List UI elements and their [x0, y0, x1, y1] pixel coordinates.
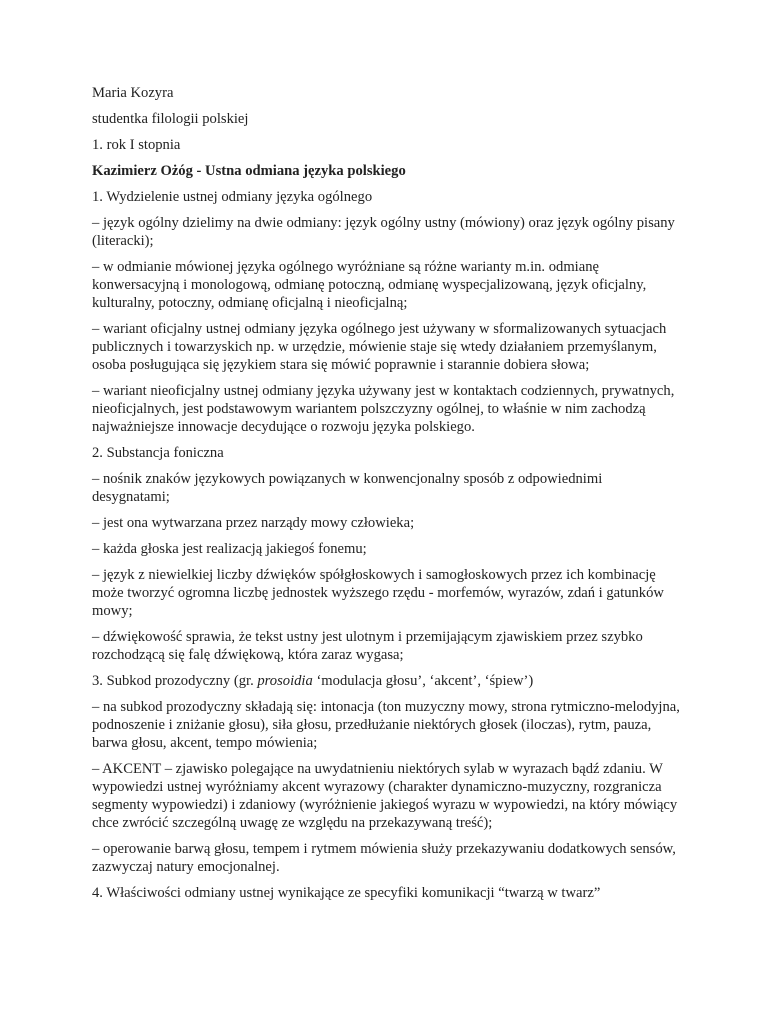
- section-1-paragraph-4: – wariant nieoficjalny ustnej odmiany języka używany jest w kontaktach codziennych, prywatnych, nieoficjalnych, jest podstawowym wariantem polszczyzny ogólnej, to właśnie w nim zachodzą najważniejsze innowacje decydujące o rozwoju języka polskiego.: [92, 383, 675, 435]
- section-3-heading-term: prosoidia: [257, 673, 313, 689]
- section-3-heading-prefix: 3. Subkod prozodyczny (gr.: [92, 673, 258, 689]
- section-1-paragraph-3: – wariant oficjalny ustnej odmiany języka ogólnego jest używany w sformalizowanych sytuacjach publicznych i towarzyskich np. w urzędzie, mówienie staje się wtedy działaniem przemyślanym, osoba posługująca się językiem stara się mówić poprawnie i starannie dobiera słowa;: [92, 321, 667, 373]
- section-1-paragraph-2: – w odmianie mówionej języka ogólnego wyróżniane są różne warianty m.in. odmianę konwersacyjną i monologową, odmianę potoczną, odmianę wyspecjalizowaną, język oficjalny, kulturalny, potoczny, odmianę oficjalną i nieoficjalną;: [92, 259, 647, 311]
- author-name: Maria Kozyra: [92, 85, 174, 101]
- section-2-paragraph-2: – jest ona wytwarzana przez narządy mowy człowieka;: [92, 515, 415, 531]
- section-4-heading: 4. Właściwości odmiany ustnej wynikające ze specyfiki komunikacji “twarzą w twarz”: [92, 885, 601, 901]
- section-2-paragraph-5: – dźwiękowość sprawia, że tekst ustny jest ulotnym i przemijającym zjawiskiem przez szybko rozchodzącą się falę dźwiękową, która zaraz wygasa;: [92, 629, 643, 663]
- section-3-paragraph-2: – AKCENT – zjawisko polegające na uwydatnieniu niektórych sylab w wyrazach bądź zdaniu. W wypowiedzi ustnej wyróżniamy akcent wyrazowy (charakter dynamiczno-muzyczny, rozgranicza segmenty wypowiedzi) i zdaniowy (wyróżnienie jakiegoś wyrazu w wypowiedzi, na który mówiący chce zwrócić szczególną uwagę ze względu na przekazywaną treść);: [92, 761, 678, 831]
- section-3-paragraph-3: – operowanie barwą głosu, tempem i rytmem mówienia służy przekazywaniu dodatkowych sensów, zazwyczaj natury emocjonalnej.: [92, 841, 676, 875]
- section-3-heading: [92, 672, 682, 690]
- document-page: [92, 84, 682, 910]
- section-2-heading: 2. Substancja foniczna: [92, 445, 224, 461]
- document-title: Kazimierz Ożóg - Ustna odmiana języka polskiego: [92, 163, 406, 179]
- section-1-paragraph-1: – język ogólny dzielimy na dwie odmiany: język ogólny ustny (mówiony) oraz język ogólny pisany (literacki);: [92, 215, 675, 249]
- section-2-paragraph-4: – język z niewielkiej liczby dźwięków spółgłoskowych i samogłoskowych przez ich kombinację może tworzyć ogromna liczbę jednostek wyższego rzędu - morfemów, wyrazów, zdań i gatunków mowy;: [92, 567, 664, 619]
- section-2-paragraph-1: – nośnik znaków językowych powiązanych w konwencjonalny sposób z odpowiednimi desygnatami;: [92, 471, 603, 505]
- study-year: 1. rok I stopnia: [92, 137, 181, 153]
- author-role: studentka filologii polskiej: [92, 111, 249, 127]
- section-2-paragraph-3: – każda głoska jest realizacją jakiegoś fonemu;: [92, 541, 367, 557]
- section-1-heading: 1. Wydzielenie ustnej odmiany języka ogólnego: [92, 189, 373, 205]
- section-3-heading-suffix: ‘modulacja głosu’, ‘akcent’, ‘śpiew’): [312, 673, 534, 689]
- section-3-paragraph-1: – na subkod prozodyczny składają się: intonacja (ton muzyczny mowy, strona rytmiczno-melodyjna, podnoszenie i zniżanie głosu), siła głosu, przedłużanie niektórych głosek (iloczas), rytm, pauza, barwa głosu, akcent, tempo mówienia;: [92, 699, 680, 751]
